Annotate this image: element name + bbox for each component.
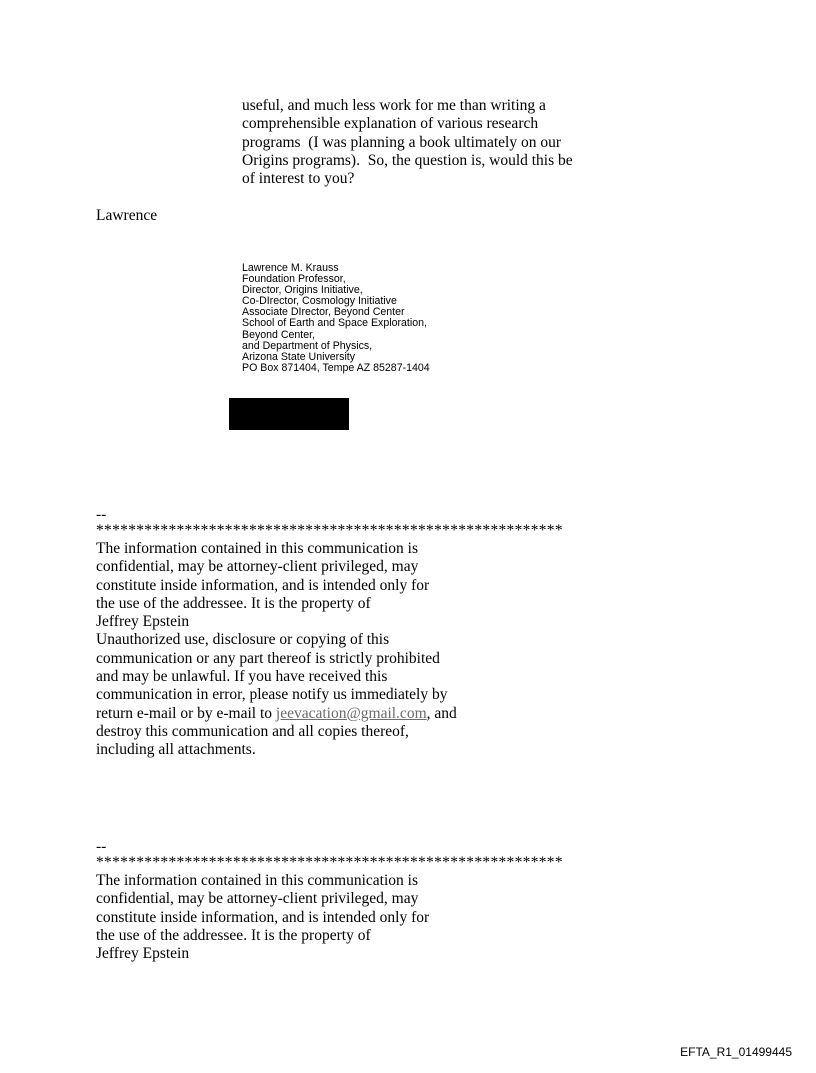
footer-line: the use of the addressee. It is the property of bbox=[96, 594, 371, 612]
footer-dashes: -- bbox=[96, 506, 107, 523]
email-link[interactable]: jeevacation@gmail.com bbox=[275, 704, 427, 722]
footer-stars: ********************************************************** bbox=[96, 522, 563, 539]
email-signature bbox=[242, 263, 430, 374]
signature-line: Director, Origins Initiative, bbox=[242, 284, 363, 297]
document-id: EFTA_R1_01499445 bbox=[680, 1045, 792, 1059]
footer-line: The information contained in this communication is bbox=[96, 540, 418, 557]
footer-email-line bbox=[96, 705, 563, 723]
sender-name: Lawrence bbox=[96, 207, 158, 224]
footer-line: the use of the addressee. It is the property of bbox=[96, 926, 371, 944]
quoted-line: programs (I was planning a book ultimately on our bbox=[242, 133, 561, 151]
footer-line: communication or any part thereof is strictly prohibited bbox=[96, 649, 440, 667]
footer-line: confidential, may be attorney-client privileged, may bbox=[96, 890, 419, 908]
signature-line: School of Earth and Space Exploration, bbox=[242, 317, 427, 330]
footer-line: Unauthorized use, disclosure or copying of this bbox=[96, 631, 390, 649]
redaction-box bbox=[229, 398, 349, 430]
footer-line: constitute inside information, and is intended only for bbox=[96, 576, 430, 594]
footer-dashes: -- bbox=[96, 838, 107, 855]
confidentiality-footer-repeat bbox=[96, 840, 563, 963]
footer-line: The information contained in this communication is bbox=[96, 872, 418, 889]
footer-line: Jeffrey Epstein bbox=[96, 945, 190, 963]
signature-line: Foundation Professor, bbox=[242, 273, 346, 286]
quoted-line: Origins programs). So, the question is, would this be bbox=[242, 151, 573, 169]
footer-line: destroy this communication and all copies thereof, bbox=[96, 722, 409, 740]
email-line-suffix: , and bbox=[426, 704, 457, 722]
signature-line: Lawrence M. Krauss bbox=[242, 262, 339, 274]
footer-line: constitute inside information, and is intended only for bbox=[96, 908, 430, 926]
signature-line: Associate DIrector, Beyond Center bbox=[242, 306, 405, 319]
confidentiality-footer bbox=[96, 508, 563, 760]
signature-line: and Department of Physics, bbox=[242, 339, 373, 352]
quoted-line: comprehensible explanation of various research bbox=[242, 115, 539, 133]
quoted-line: useful, and much less work for me than writing a bbox=[242, 97, 546, 114]
footer-stars: ********************************************************** bbox=[96, 854, 563, 871]
footer-line: confidential, may be attorney-client privileged, may bbox=[96, 558, 419, 576]
footer-line: Jeffrey Epstein bbox=[96, 613, 190, 631]
footer-line: including all attachments. bbox=[96, 741, 256, 759]
signature-line: Beyond Center, bbox=[242, 328, 316, 341]
quoted-line: of interest to you? bbox=[242, 170, 355, 188]
footer-line: and may be unlawful. If you have received this bbox=[96, 668, 388, 686]
signature-line: Arizona State University bbox=[242, 350, 356, 363]
signature-line: Co-DIrector, Cosmology Initiative bbox=[242, 295, 397, 308]
email-line-prefix: return e-mail or by e-mail to bbox=[96, 704, 276, 722]
quoted-message-paragraph bbox=[242, 97, 573, 188]
signature-line: PO Box 871404, Tempe AZ 85287-1404 bbox=[242, 361, 430, 374]
footer-line: communication in error, please notify us immediately by bbox=[96, 686, 448, 704]
